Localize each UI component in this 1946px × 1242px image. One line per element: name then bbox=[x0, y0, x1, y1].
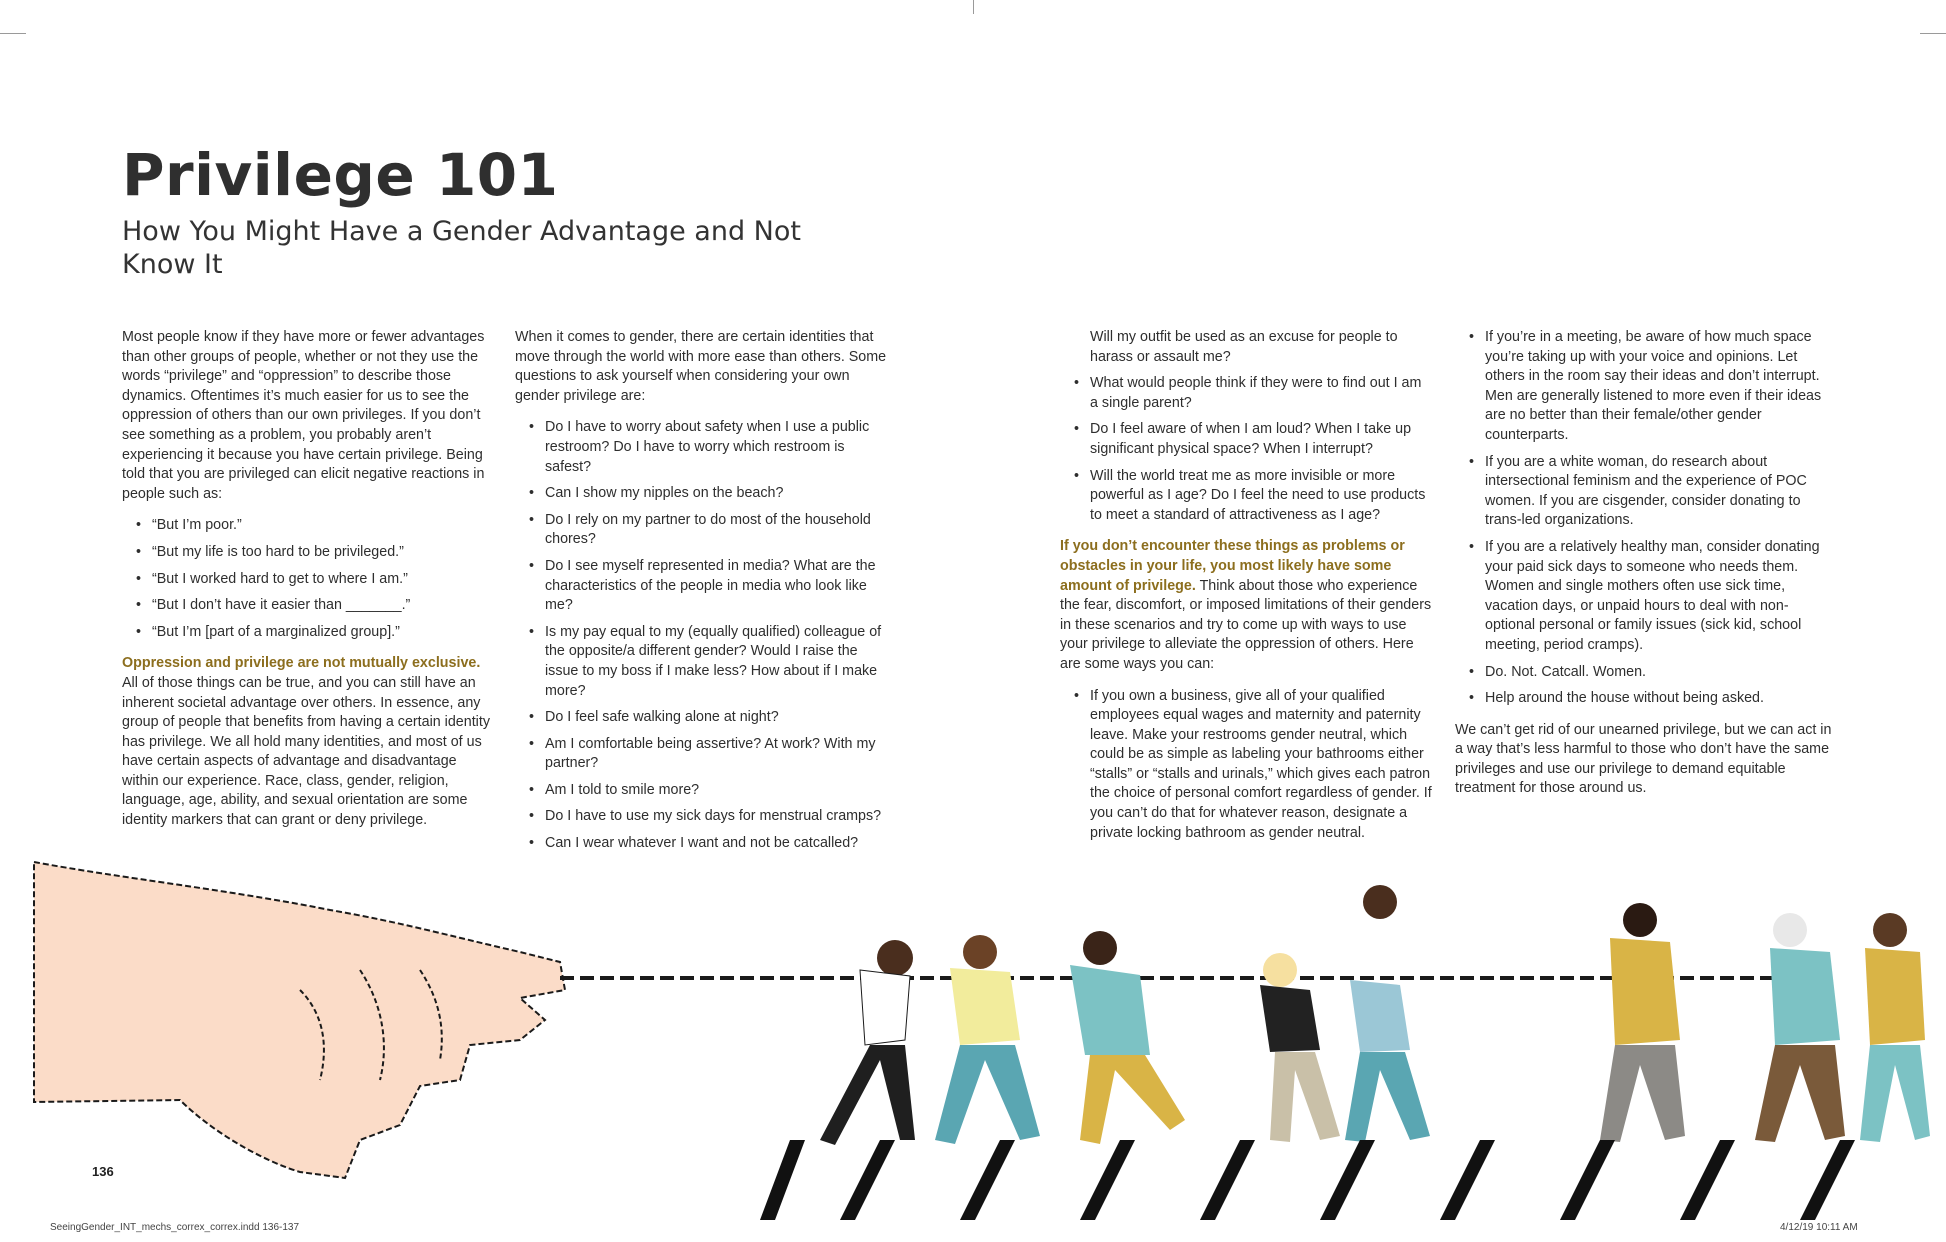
crop-mark bbox=[0, 33, 26, 34]
list-item: • “But I’m poor.” bbox=[122, 516, 494, 536]
list-item: • If you’re in a meeting, be aware of how much space you’re taking up with your voice and opinions. Let others in the room say their ideas and don’t interrupt. Men are generally listened to more even if their ideas are no better than their female/other gender counterparts. bbox=[1455, 328, 1833, 446]
column-4 bbox=[1455, 328, 1833, 811]
reaction-list bbox=[122, 516, 494, 642]
list-item: • Help around the house without being asked. bbox=[1455, 689, 1833, 709]
column-3 bbox=[1060, 328, 1432, 855]
list-item: • Is my pay equal to my (equally qualified) colleague of the opposite/a different gender? Would I raise the issue to my boss if I make less? How about if I make more? bbox=[515, 623, 891, 701]
print-date: 4/12/19 10:11 AM bbox=[1780, 1222, 1858, 1233]
list-item: • Can I wear whatever I want and not be catcalled? bbox=[515, 834, 891, 854]
question-list-continued bbox=[1060, 328, 1432, 525]
list-item: • “But I don’t have it easier than _______.” bbox=[122, 596, 494, 616]
list-item: • Do. Not. Catcall. Women. bbox=[1455, 663, 1833, 683]
action-list-continued bbox=[1455, 328, 1833, 709]
giant-hand-icon bbox=[34, 862, 565, 1178]
intro-paragraph: Most people know if they have more or fewer advantages than other groups of people, whether or not they use the words “privilege” and “oppression” to describe those dynamics. Oftentimes it’s much easier for us to see the oppression of others than our own privileges. If you don’t see something as a problem, you probably aren’t experiencing it because you have certain privilege. Being told that you are privileged can elicit negative reactions in people such as: bbox=[122, 329, 485, 502]
list-item: Will my outfit be used as an excuse for people to harass or assault me? bbox=[1090, 329, 1398, 365]
list-item: • Will the world treat me as more invisible or more powerful as I age? Do I feel the need to use products to meet a standard of attractiveness as I age? bbox=[1060, 467, 1432, 526]
highlight-text: If you don’t encounter these things as problems or obstacles in your life, you most likely have some amount of privilege. bbox=[1060, 538, 1405, 594]
shadow-strokes-icon bbox=[760, 1140, 1855, 1220]
crop-mark bbox=[1920, 33, 1946, 34]
page-title: Privilege 101 bbox=[122, 141, 559, 209]
page-subtitle: How You Might Have a Gender Advantage and Not Know It bbox=[122, 216, 801, 280]
tug-of-war-illustration bbox=[0, 840, 1946, 1230]
list-item: • Do I have to use my sick days for menstrual cramps? bbox=[515, 807, 891, 827]
list-item: • Do I have to worry about safety when I use a public restroom? Do I have to worry which restroom is safest? bbox=[515, 418, 891, 477]
list-item: • Am I comfortable being assertive? At work? With my partner? bbox=[515, 735, 891, 774]
body-text: Think about those who experience the fear, discomfort, or imposed limitations of their genders in these scenarios and try to come up with ways to use your privilege to alleviate the oppression of others. Here are some ways you can: bbox=[1060, 577, 1432, 672]
column-2 bbox=[515, 328, 891, 866]
list-item: • “But I’m [part of a marginalized group].” bbox=[122, 623, 494, 643]
list-item: • “But I worked hard to get to where I am.” bbox=[122, 570, 494, 590]
list-item: • What would people think if they were to find out I am a single parent? bbox=[1060, 374, 1432, 413]
column-1 bbox=[122, 328, 494, 843]
body-text: All of those things can be true, and you can still have an inherent societal advantage over others. In essence, any group of people that benefits from having a certain identity has privilege. We all hold many identities, and most of us have certain aspects of advantage and disadvantage within our experience. Race, class, gender, religion, language, age, ability, and sexual orientation are some identity markers that can grant or deny privilege. bbox=[122, 674, 490, 829]
list-item: • Do I rely on my partner to do most of the household chores? bbox=[515, 511, 891, 550]
closing-paragraph: We can’t get rid of our unearned privilege, but we can act in a way that’s less harmful to those who don’t have the same privileges and use our privilege to demand equitable treatment for those around us. bbox=[1455, 721, 1832, 797]
list-item: • Do I see myself represented in media? What are the characteristics of the people in media who look like me? bbox=[515, 557, 891, 616]
list-item: • If you own a business, give all of your qualified employees equal wages and maternity and paternity leave. Make your restrooms gender neutral, which could be as simple as labeling your bathrooms either “stalls” or “stalls and urinals,” which gives each patron the choice of personal comfort regardless of gender. If you can’t do that for whatever reason, designate a private locking bathroom as gender neutral. bbox=[1060, 687, 1432, 844]
file-slug: SeeingGender_INT_mechs_correx_correx.indd 136-137 bbox=[50, 1222, 300, 1233]
privilege-paragraph bbox=[1060, 537, 1432, 674]
question-list bbox=[515, 418, 891, 853]
list-item: • If you are a white woman, do research about intersectional feminism and the experience of POC women. If you are cisgender, consider donating to trans-led organizations. bbox=[1455, 453, 1833, 531]
list-item: • Am I told to smile more? bbox=[515, 781, 891, 801]
list-item: • “But my life is too hard to be privileged.” bbox=[122, 543, 494, 563]
list-item: • Do I feel safe walking alone at night? bbox=[515, 708, 891, 728]
page-number: 136 bbox=[92, 1164, 114, 1179]
crop-mark bbox=[973, 0, 974, 14]
people-group-icon bbox=[820, 885, 1930, 1145]
intro-paragraph: When it comes to gender, there are certain identities that move through the world with more ease than others. Some questions to ask yourself when considering your own gender privilege are: bbox=[515, 329, 887, 404]
list-item: • If you are a relatively healthy man, consider donating your paid sick days to someone who needs them. Women and single mothers often use sick time, vacation days, or unpaid hours to deal with non-optional personal or family issues (sick kid, school meeting, period cramps). bbox=[1455, 538, 1833, 656]
oppression-paragraph bbox=[122, 654, 494, 830]
list-item: • Do I feel aware of when I am loud? When I take up significant physical space? When I interrupt? bbox=[1060, 420, 1432, 459]
highlight-text: Oppression and privilege are not mutually exclusive. bbox=[122, 655, 481, 672]
list-item: • Can I show my nipples on the beach? bbox=[515, 484, 891, 504]
action-list bbox=[1060, 687, 1432, 844]
